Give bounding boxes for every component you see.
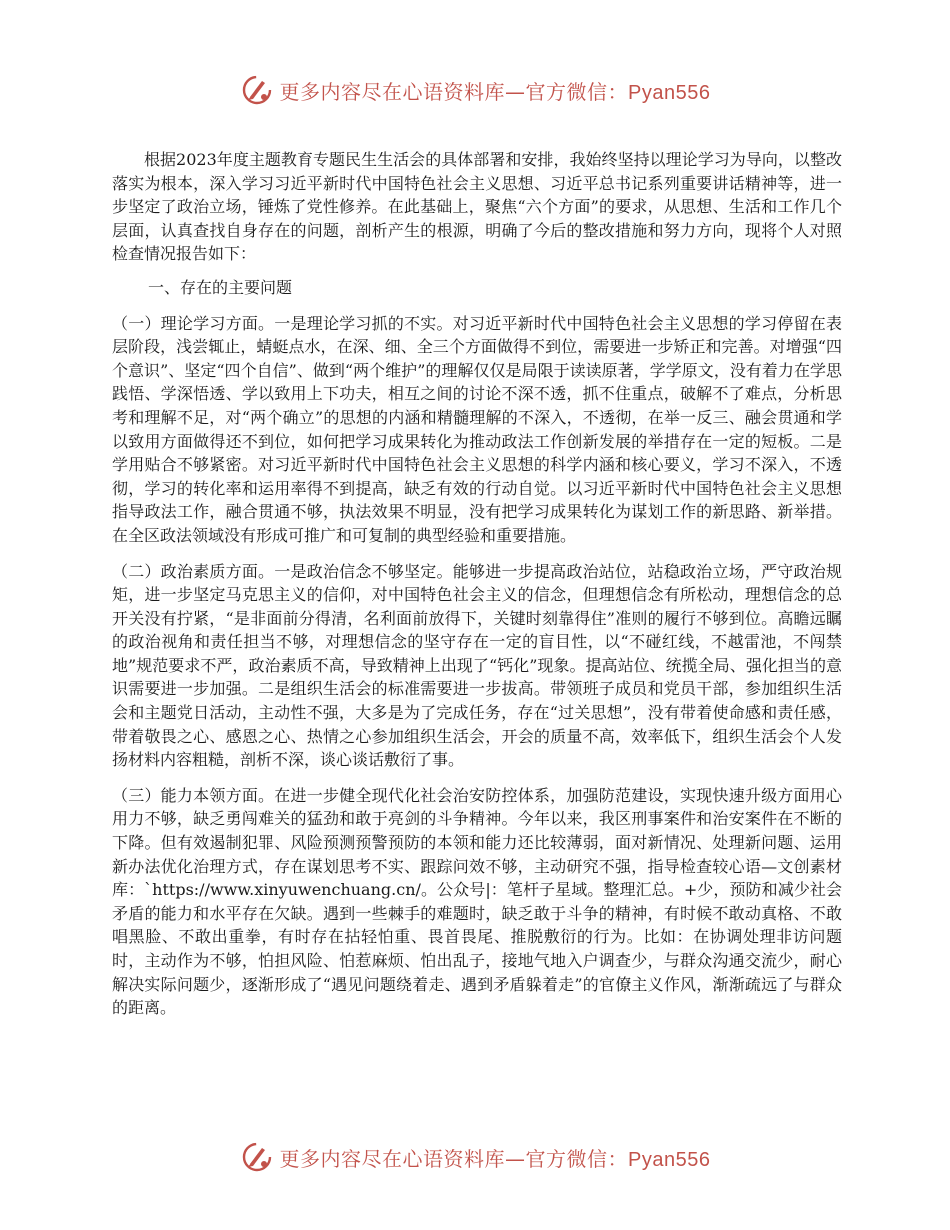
banner-separator-text: —官方微信：	[505, 1146, 629, 1171]
document-body	[112, 148, 842, 1032]
banner-main-text: 更多内容尽在心语资料库	[279, 1146, 506, 1171]
intro-paragraph: 根据2023年度主题教育专题民生生活会的具体部署和安排，我始终坚持以理论学习为导向，以整改落实为根本，深入学习习近平新时代中国特色社会主义思想、习近平总书记系列重要讲话精神等，进一步坚定了政治立场，锤炼了党性修养。在此基础上，聚焦“六个方面”的要求，从思想、生活和工作几个层面，认真查找自身存在的问题，剖析产生的根源，明确了今后的整改措施和努力方向，现将个人对照检查情况报告如下：	[112, 150, 842, 264]
banner-separator-text: —官方微信：	[505, 79, 629, 104]
section-theory-study: （一）理论学习方面。一是理论学习抓的不实。对习近平新时代中国特色社会主义思想的学习停留在表层阶段，浅尝辄止，蜻蜓点水，在深、细、全三个方面做得不到位，需要进一步矫正和完善。对增强“四个意识”、坚定“四个自信”、做到“两个维护”的理解仅仅是局限于读读原著，学学原文，没有着力在学思践悟、学深悟透、学以致用上下功夫，相互之间的讨论不深不透，抓不住重点，破解不了难点，分析思考和理解不足，对“两个确立”的思想的内涵和精髓理解的不深入，不透彻，在举一反三、融会贯通和学以致用方面做得还不到位，如何把学习成果转化为推动政法工作创新发展的举措存在一定的短板。二是学用贴合不够紧密。对习近平新时代中国特色社会主义思想的科学内涵和核心要义，学习不深入，不透彻，学习的转化率和运用率得不到提高，缺乏有效的行动自觉。以习近平新时代中国特色社会主义思想指导政法工作，融合贯通不够，执法效果不明显，没有把学习成果转化为谋划工作的新思路、新举措。在全区政法领域没有形成可推广和可复制的典型经验和重要措施。	[112, 313, 842, 545]
section-heading-problems: 一、存在的主要问题	[148, 277, 293, 297]
section-political-quality: （二）政治素质方面。一是政治信念不够坚定。能够进一步提高政治站位，站稳政治立场，严守政治规矩，进一步坚定马克思主义的信仰，对中国特色社会主义的信念，但理想信念有所松动，理想信念的总开关没有拧紧，“是非面前分得清，名利面前放得下，关键时刻靠得住”准则的履行不够到位。高瞻远瞩的政治视角和责任担当不够，对理想信念的坚守存在一定的盲目性，以“不碰红线，不越雷池，不闯禁地”规范要求不严，政治素质不高，导致精神上出现了“钙化”现象。提高站位、统揽全局、强化担当的意识需要进一步加强。二是组织生活会的标准需要进一步拔高。带领班子成员和党员干部，参加组织生活会和主题党日活动，主动性不强，大多是为了完成任务，存在“过关思想”，没有带着使命感和责任感，带着敬畏之心、感恩之心、热情之心参加组织生活会，开会的质量不高，效率低下，组织生活会个人发扬材料内容粗糙，剖析不深，谈心谈话敷衍了事。	[112, 561, 842, 770]
banner-main-text: 更多内容尽在心语资料库	[279, 79, 506, 104]
banner-text	[280, 1143, 711, 1172]
banner-wechat-id: Pyan556	[628, 1148, 711, 1171]
pen-seal-logo-icon	[240, 1140, 274, 1174]
banner-content	[240, 1140, 711, 1174]
footer-banner	[0, 1137, 950, 1177]
section-capability: （三）能力本领方面。在进一步健全现代化社会治安防控体系，加强防范建设，实现快速升级方面用心用力不够，缺乏勇闯难关的猛劲和敢于亮剑的斗争精神。今年以来，我区刑事案件和治安案件在不断的下降。但有效遏制犯罪、风险预测预警预防的本领和能力还比较薄弱，面对新情况、处理新问题、运用新办法优化治理方式，存在谋划思考不实、跟踪问效不够，主动研究不强，指导检查较心语—文创素材库：`https://www.xinyuwenchuang.cn/。公众号|：笔杆子星域。整理汇总。+少，预防和减少社会矛盾的能力和水平存在欠缺。遇到一些棘手的难题时，缺乏敢于斗争的精神，有时候不敢动真格、不敢唱黑脸、不敢出重拳，有时存在拈轻怕重、畏首畏尾、推脱敷衍的行为。比如：在协调处理非访问题时，主动作为不够，怕担风险、怕惹麻烦、怕出乱子，接地气地入户调查少，与群众沟通交流少，耐心解决实际问题少，逐渐形成了“遇见问题绕着走、遇到矛盾躲着走”的官僚主义作风，渐渐疏远了与群众的距离。	[112, 785, 842, 1018]
banner-wechat-id: Pyan556	[628, 81, 711, 104]
pen-seal-logo-icon	[240, 73, 274, 107]
header-banner	[0, 70, 950, 110]
banner-content	[240, 73, 711, 107]
banner-text	[280, 76, 711, 105]
